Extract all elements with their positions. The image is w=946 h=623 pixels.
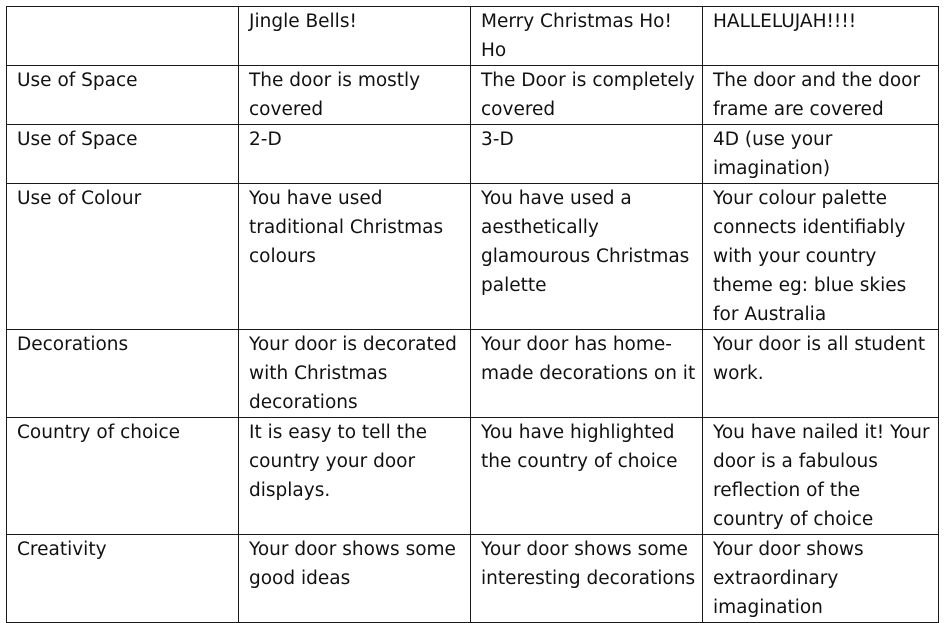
rubric-cell: Your door shows some good ideas [239, 535, 471, 623]
rubric-cell: 4D (use your imagination) [703, 125, 939, 184]
criterion-cell: Use of Space [7, 125, 239, 184]
rubric-cell: You have used a aesthetically glamourous Christmas palette [471, 184, 703, 330]
rubric-cell: The door and the door frame are covered [703, 66, 939, 125]
criterion-cell: Use of Space [7, 66, 239, 125]
rubric-cell: You have nailed it! Your door is a fabulous reflection of the country of choice [703, 418, 939, 535]
rubric-cell: The door is mostly covered [239, 66, 471, 125]
rubric-table [6, 6, 939, 623]
rubric-cell: The Door is completely covered [471, 66, 703, 125]
rubric-cell: Your door shows extraordinary imagination [703, 535, 939, 623]
header-row [7, 7, 939, 66]
rubric-cell: Your door shows some interesting decorations [471, 535, 703, 623]
rubric-cell: Your door is all student work. [703, 330, 939, 418]
rubric-cell: You have used traditional Christmas colours [239, 184, 471, 330]
table-row [7, 330, 939, 418]
criterion-cell: Creativity [7, 535, 239, 623]
table-row [7, 66, 939, 125]
rubric-cell: Your door is decorated with Christmas decorations [239, 330, 471, 418]
header-cell-merry-christmas: Merry Christmas Ho! Ho [471, 7, 703, 66]
criterion-cell: Decorations [7, 330, 239, 418]
criterion-cell: Use of Colour [7, 184, 239, 330]
header-cell-hallelujah: HALLELUJAH!!!! [703, 7, 939, 66]
table-row [7, 125, 939, 184]
table-row [7, 418, 939, 535]
rubric-cell: 3-D [471, 125, 703, 184]
rubric-cell: 2-D [239, 125, 471, 184]
table-row [7, 535, 939, 623]
rubric-cell: You have highlighted the country of choice [471, 418, 703, 535]
header-cell-empty [7, 7, 239, 66]
rubric-cell: It is easy to tell the country your door displays. [239, 418, 471, 535]
rubric-cell: Your colour palette connects identifiably with your country theme eg: blue skies for Australia [703, 184, 939, 330]
table-row [7, 184, 939, 330]
criterion-cell: Country of choice [7, 418, 239, 535]
rubric-cell: Your door has home-made decorations on it [471, 330, 703, 418]
header-cell-jingle-bells: Jingle Bells! [239, 7, 471, 66]
